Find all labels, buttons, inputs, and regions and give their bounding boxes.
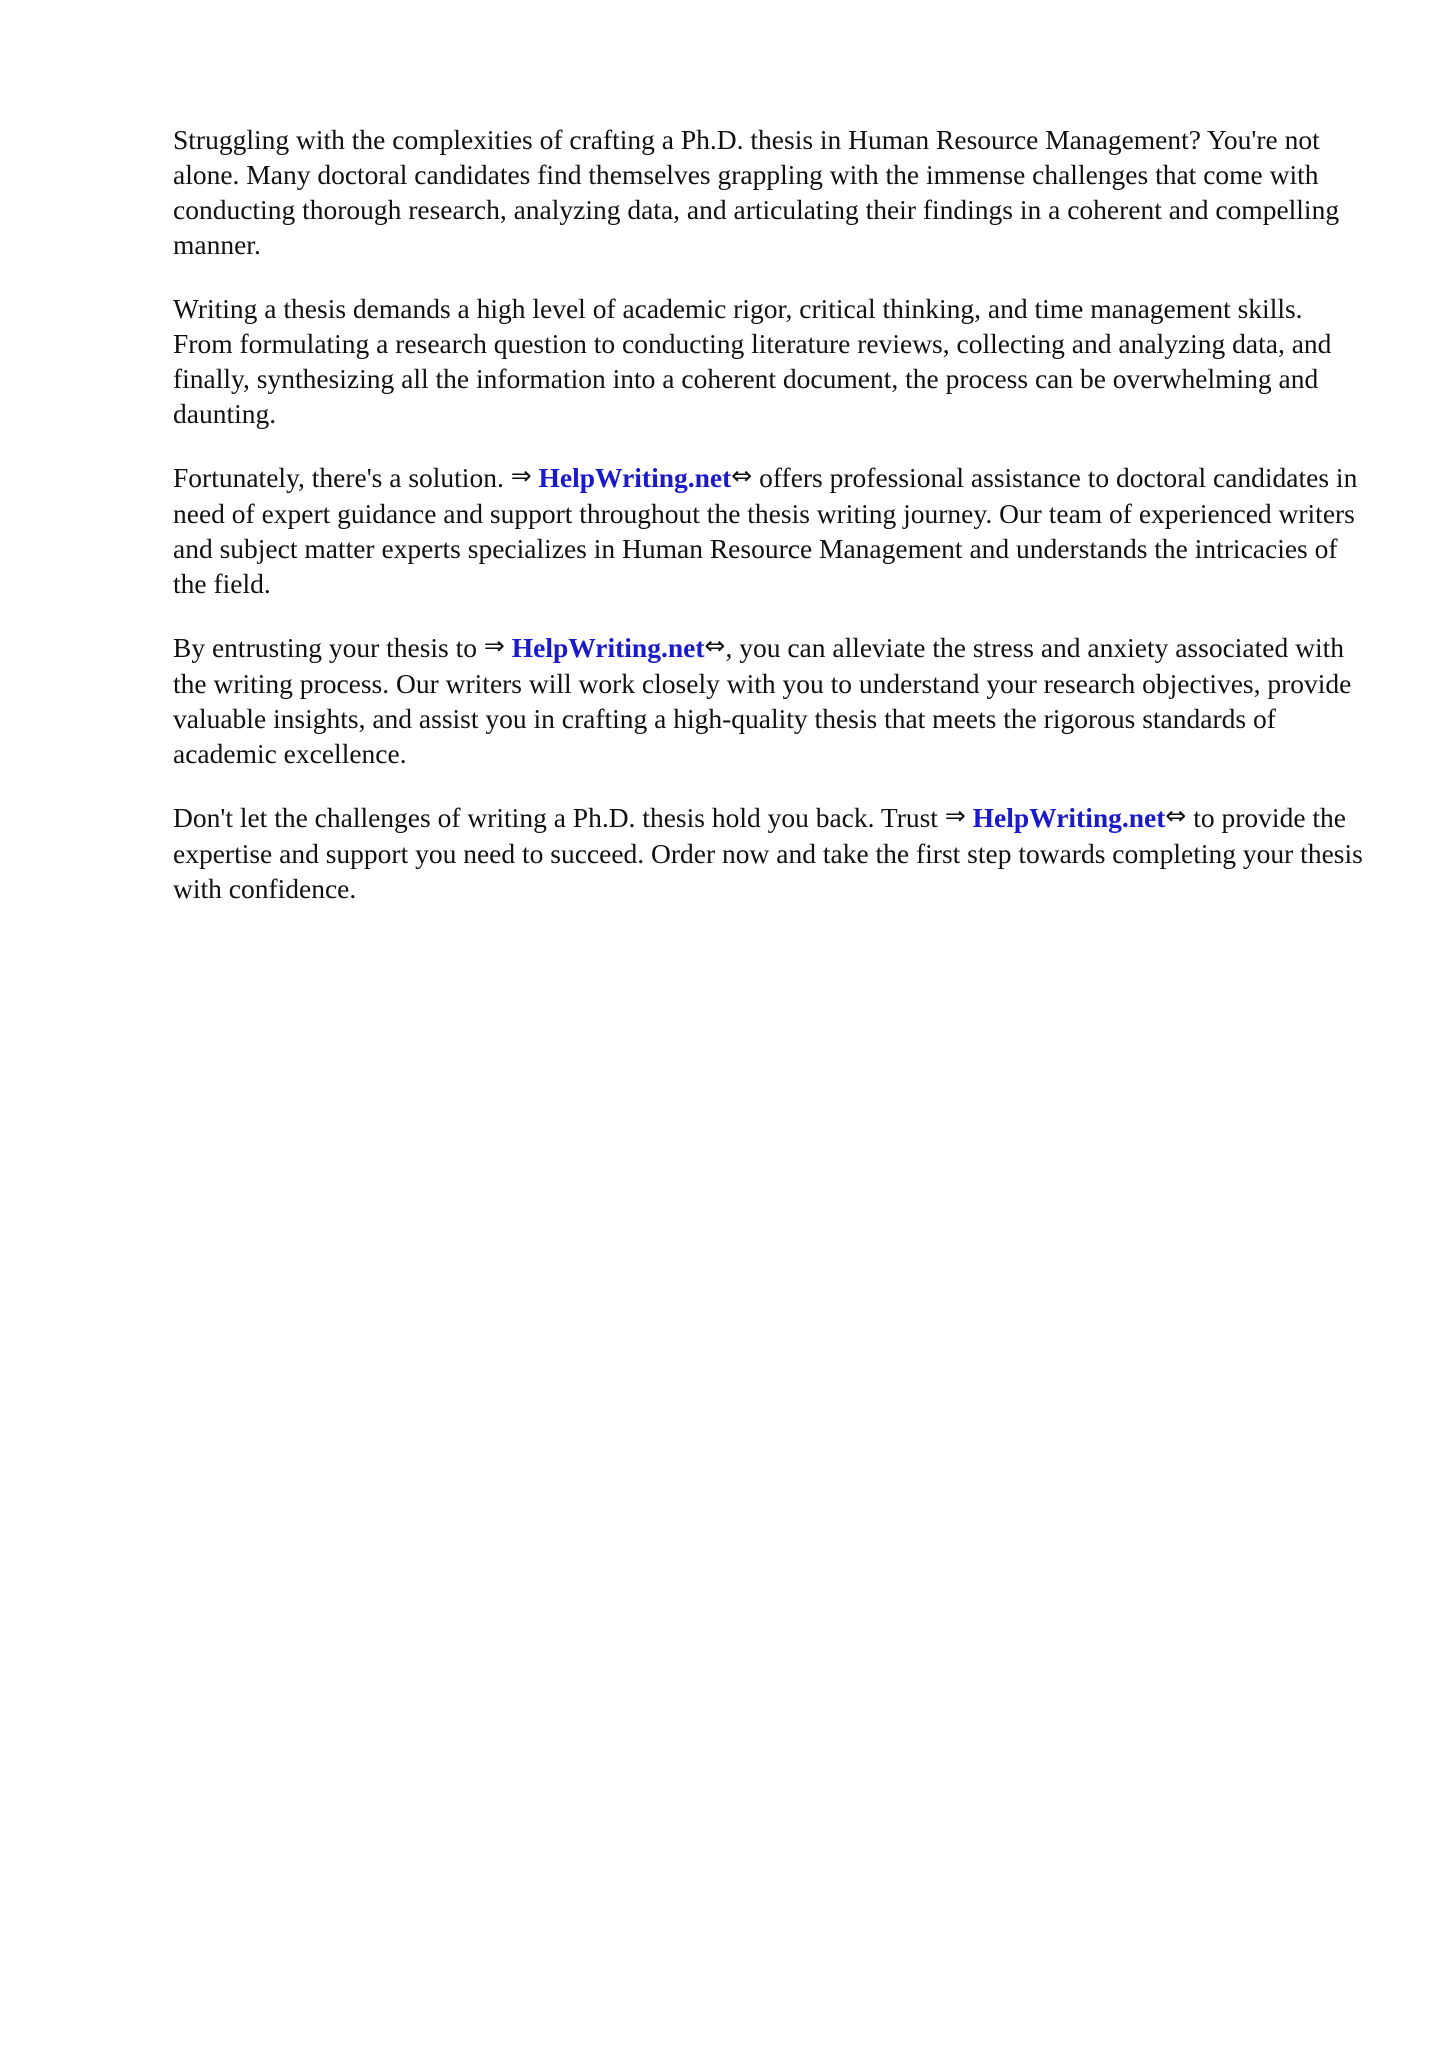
- paragraph-2: [173, 291, 1368, 431]
- left-right-double-arrow-icon: ⇔: [704, 631, 726, 660]
- paragraph-1-text: Struggling with the complexities of crafting a Ph.D. thesis in Human Resource Management? You're not alone. Many doctoral candidates find themselves grappling with the immense challenges that come with conducting thorough research, analyzing data, and articulating their findings in a coherent and compelling manner.: [173, 124, 1340, 260]
- paragraph-5-intro: Don't let the challenges of writing a Ph.D. thesis hold you back. Trust: [173, 802, 945, 833]
- right-double-arrow-icon: ⇒: [483, 631, 505, 660]
- document-body: [173, 122, 1368, 935]
- left-right-double-arrow-icon: ⇔: [1165, 801, 1187, 830]
- paragraph-2-text: Writing a thesis demands a high level of academic rigor, critical thinking, and time management skills. From formulating a research question to conducting literature reviews, collecting and analyzing data, and finally, synthesizing all the information into a coherent document, the process can be overwhelming and daunting.: [173, 293, 1332, 429]
- paragraph-4: [173, 630, 1368, 771]
- helpwriting-link[interactable]: HelpWriting.net: [972, 802, 1166, 833]
- right-double-arrow-icon: ⇒: [944, 801, 966, 830]
- left-right-double-arrow-icon: ⇔: [731, 461, 753, 490]
- paragraph-5: [173, 800, 1368, 906]
- paragraph-4-intro: By entrusting your thesis to: [173, 632, 484, 663]
- paragraph-3: [173, 460, 1368, 601]
- paragraph-3-intro: Fortunately, there's a solution.: [173, 462, 511, 493]
- helpwriting-link[interactable]: HelpWriting.net: [511, 632, 705, 663]
- right-double-arrow-icon: ⇒: [510, 461, 532, 490]
- paragraph-1: [173, 122, 1368, 262]
- paragraph-5-rest: to provide the expertise and support you need to succeed. Order now and take the first step towards completing your thesis with confidence.: [173, 802, 1363, 904]
- paragraph-3-rest: offers professional assistance to doctoral candidates in need of expert guidance and support throughout the thesis writing journey. Our team of experienced writers and subject matter experts specializes in Human Resource Management and understands the intricacies of the field.: [173, 462, 1358, 599]
- paragraph-4-rest: , you can alleviate the stress and anxiety associated with the writing process. Our writers will work closely with you to understand your research objectives, provide valuable insights, and assist you in crafting a high-quality thesis that meets the rigorous standards of academic excellence.: [173, 632, 1352, 769]
- helpwriting-link[interactable]: HelpWriting.net: [538, 462, 732, 493]
